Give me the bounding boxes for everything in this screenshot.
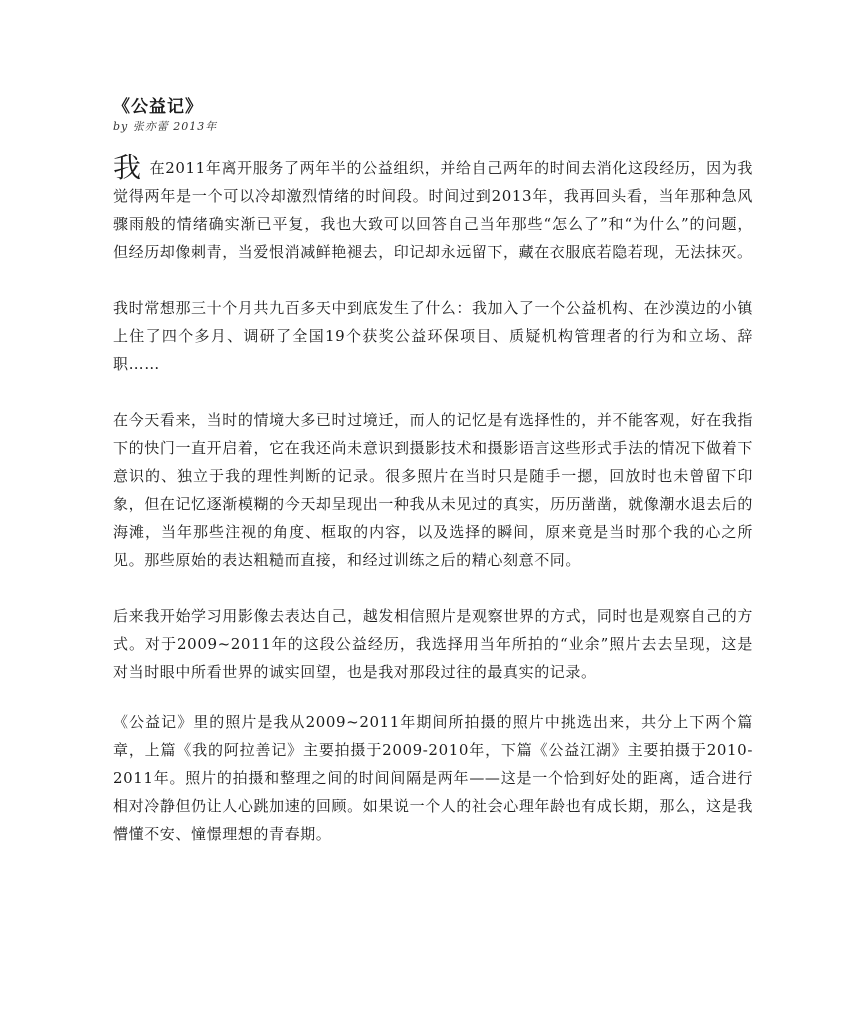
paragraph-3: 在今天看来，当时的情境大多已时过境迁，而人的记忆是有选择性的，并不能客观，好在我指下的快门一直开启着，它在我还尚未意识到摄影技术和摄影语言这些形式手法的情况下做着下意识的、独立于我的理性判断的记录。很多照片在当时只是随手一摁，回放时也未曾留下印象，但在记忆逐渐模糊的今天却呈现出一种我从未见过的真实，历历凿凿，就像潮水退去后的海滩，当年那些注视的角度、框取的内容，以及选择的瞬间，原来竟是当时那个我的心之所见。那些原始的表达粗糙而直接，和经过训练之后的精心刻意不同。 [113, 411, 753, 569]
paragraph-5: 《公益记》里的照片是我从2009~2011年期间所拍摄的照片中挑选出来，共分上下两个篇章，上篇《我的阿拉善记》主要拍摄于2009-2010年，下篇《公益江湖》主要拍摄于2010-2011年。照片的拍摄和整理之间的时间间隔是两年——这是一个恰到好处的距离，适合进行相对冷静但仍让人心跳加速的回顾。如果说一个人的社会心理年龄也有成长期，那么，这是我懵懂不安、憧憬理想的青春期。 [113, 713, 753, 843]
document-title: 《公益记》 [113, 97, 203, 117]
drop-cap: 我 [113, 151, 142, 184]
paragraph-4: 后来我开始学习用影像去表达自己，越发相信照片是观察世界的方式，同时也是观察自己的方式。对于2009~2011年的这段公益经历，我选择用当年所拍的“业余”照片去去呈现，这是对当时眼中所看世界的诚实回望，也是我对那段过往的最真实的记录。 [113, 607, 753, 681]
paragraph-1 [113, 151, 753, 266]
paragraph-2: 我时常想那三十个月共九百多天中到底发生了什么：我加入了一个公益机构、在沙漠边的小镇上住了四个多月、调研了全国19个获奖公益环保项目、质疑机构管理者的行为和立场、辞职…… [113, 299, 753, 373]
author-byline: by 张亦蕾 2013年 [113, 120, 218, 133]
paragraph-1-text: 在2011年离开服务了两年半的公益组织，并给自己两年的时间去消化这段经历，因为我觉得两年是一个可以冷却激烈情绪的时间段。时间过到2013年，我再回头看，当年那种急风骤雨般的情绪确实渐已平复，我也大致可以回答自己当年那些“怎么了”和“为什么”的问题，但经历却像刺青，当爱恨消减鲜艳褪去，印记却永远留下，藏在衣服底若隐若现，无法抹灭。 [113, 159, 753, 261]
document-page [113, 96, 753, 848]
